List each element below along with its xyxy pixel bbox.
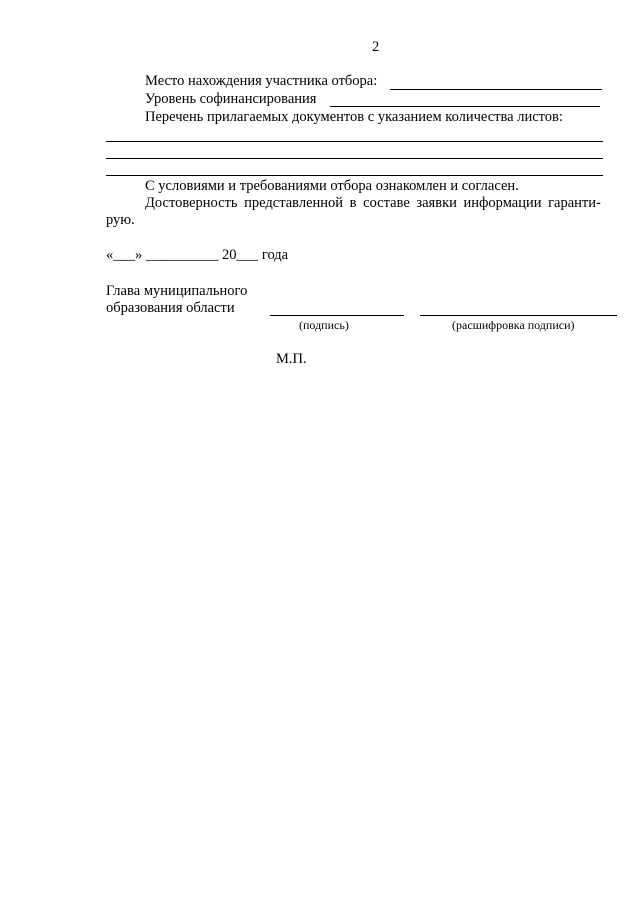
signatory-title-line2: образования области <box>106 300 235 316</box>
documents-line-1[interactable] <box>106 141 603 142</box>
cofinancing-label: Уровень софинансирования <box>145 91 317 107</box>
guarantee-text-line1: Достоверность представленной в составе заявки информации гаранти- <box>145 195 601 211</box>
documents-line-3[interactable] <box>106 175 603 176</box>
decoding-line[interactable] <box>420 315 617 316</box>
seal-mark: М.П. <box>276 351 307 367</box>
signature-caption: (подпись) <box>299 318 349 332</box>
guarantee-text-line2: рую. <box>106 212 135 228</box>
documents-label: Перечень прилагаемых документов с указанием количества листов: <box>145 109 563 125</box>
date-line: «___» __________ 20___ года <box>106 247 289 263</box>
signatory-title-line1: Главa муниципального <box>106 283 248 299</box>
cofinancing-field-line[interactable] <box>330 106 600 107</box>
page-number: 2 <box>372 39 380 55</box>
acknowledgment-text: С условиями и требованиями отбора ознакомлен и согласен. <box>145 178 519 194</box>
signature-line[interactable] <box>270 315 404 316</box>
location-field-line[interactable] <box>390 89 602 90</box>
decoding-caption: (расшифровка подписи) <box>452 318 575 332</box>
location-label: Место нахождения участника отбора: <box>145 73 378 89</box>
documents-line-2[interactable] <box>106 158 603 159</box>
